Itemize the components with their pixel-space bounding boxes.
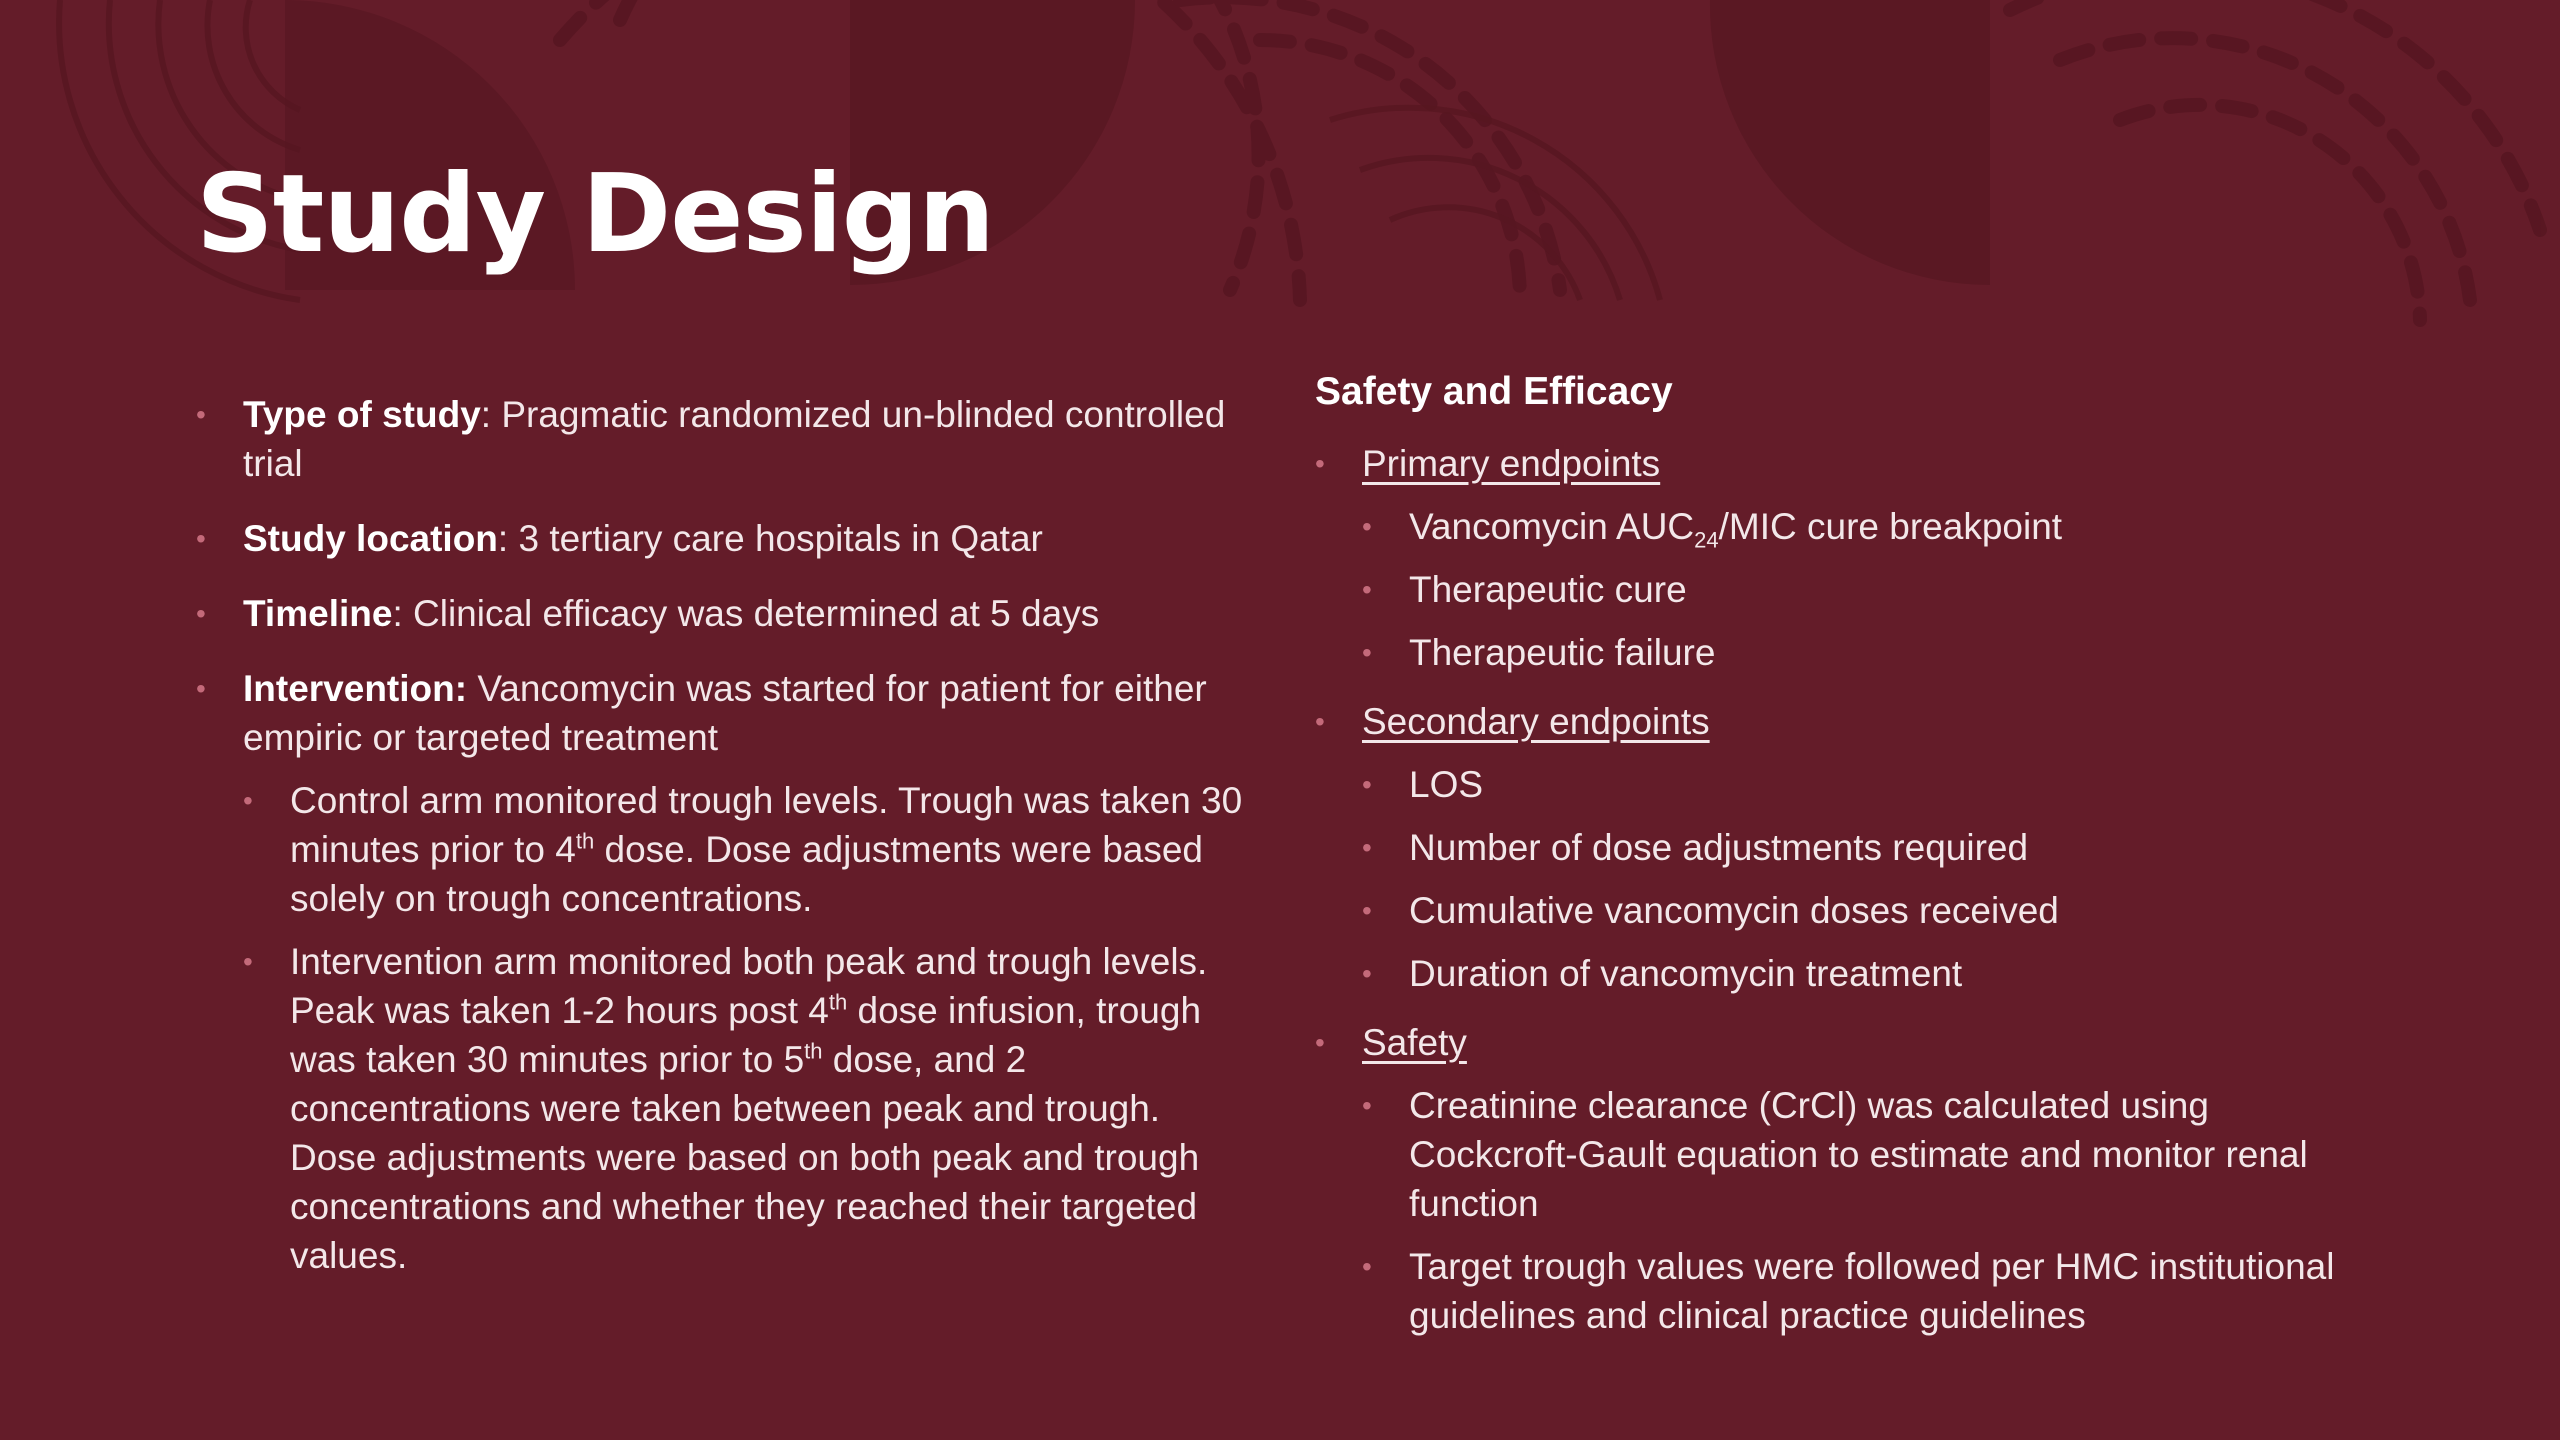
sub-text: dose, and 2 concentrations were taken between peak and trough. Dose adjustments were based on both peak and trough concentrations and whether they reached their targeted values. (290, 1039, 1200, 1276)
list-item (196, 589, 1256, 638)
primary-endpoints-sublist (1362, 502, 2375, 677)
subscript: 24 (1694, 527, 1719, 553)
left-column (196, 390, 1256, 1306)
study-design-list (196, 390, 1256, 1280)
sub-text: dose infusion, trough was taken 30 minutes prior to 5 (290, 990, 1202, 1080)
endpoints-list (1315, 439, 2375, 1340)
item-separator: : (480, 394, 492, 435)
primary-endpoints-label: Primary endpoints (1362, 443, 1661, 484)
item-text: 3 tertiary care hospitals in Qatar (508, 518, 1043, 559)
item-term: Study location (243, 518, 498, 559)
intervention-sublist (243, 776, 1256, 1280)
safety-sublist (1362, 1081, 2375, 1340)
list-item: • LOS (1362, 760, 2375, 809)
list-item (196, 664, 1256, 1280)
secondary-endpoints-label: Secondary endpoints (1362, 701, 1710, 742)
list-item (1362, 502, 2375, 551)
sublist-item-control-arm (243, 776, 1256, 923)
list-item: • Duration of vancomycin treatment (1362, 949, 2375, 998)
item-term: Timeline (243, 593, 393, 634)
list-item (196, 514, 1256, 563)
superscript: th (804, 1038, 823, 1064)
list-item: • Therapeutic cure (1362, 565, 2375, 614)
list-item: • Therapeutic failure (1362, 628, 2375, 677)
auc-text: Vancomycin AUC (1409, 506, 1695, 547)
sub-text: Intervention arm monitored both peak and trough levels. Peak was taken 1-2 hours post 4 (290, 941, 1208, 1031)
safety-section (1315, 1018, 2375, 1340)
secondary-endpoints-sublist (1362, 760, 2375, 998)
item-term: Intervention: (243, 668, 468, 709)
right-column (1315, 365, 2375, 1360)
superscript: th (575, 828, 595, 854)
list-item (196, 390, 1256, 488)
sublist-item-intervention-arm (243, 937, 1256, 1280)
item-term: Type of study (243, 394, 481, 435)
safety-label: Safety (1362, 1022, 1467, 1063)
item-text: Vancomycin was started for patient for either empiric or targeted treatment (243, 668, 1207, 758)
item-text: Pragmatic randomized un-blinded controlled trial (243, 394, 1226, 484)
secondary-endpoints (1315, 697, 2375, 998)
superscript: th (828, 989, 848, 1015)
auc-text: /MIC cure breakpoint (1718, 506, 2063, 547)
list-item: • Number of dose adjustments required (1362, 823, 2375, 872)
sub-text: Control arm monitored trough levels. Trough was taken 30 minutes prior to 4 (290, 780, 1243, 870)
item-separator: : (392, 593, 403, 634)
item-separator: : (497, 518, 509, 559)
sub-text: dose. Dose adjustments were based solely on trough concentrations. (290, 829, 1204, 919)
item-text: Clinical efficacy was determined at 5 days (402, 593, 1100, 634)
list-item: • Creatinine clearance (CrCl) was calculated using Cockcroft-Gault equation to estimate and monitor renal function (1362, 1081, 2375, 1228)
list-item: • Target trough values were followed per HMC institutional guidelines and clinical practice guidelines (1362, 1242, 2375, 1340)
section-heading: Safety and Efficacy (1315, 370, 1673, 413)
slide-title: Study Design (196, 152, 994, 277)
list-item: • Cumulative vancomycin doses received (1362, 886, 2375, 935)
primary-endpoints (1315, 439, 2375, 677)
